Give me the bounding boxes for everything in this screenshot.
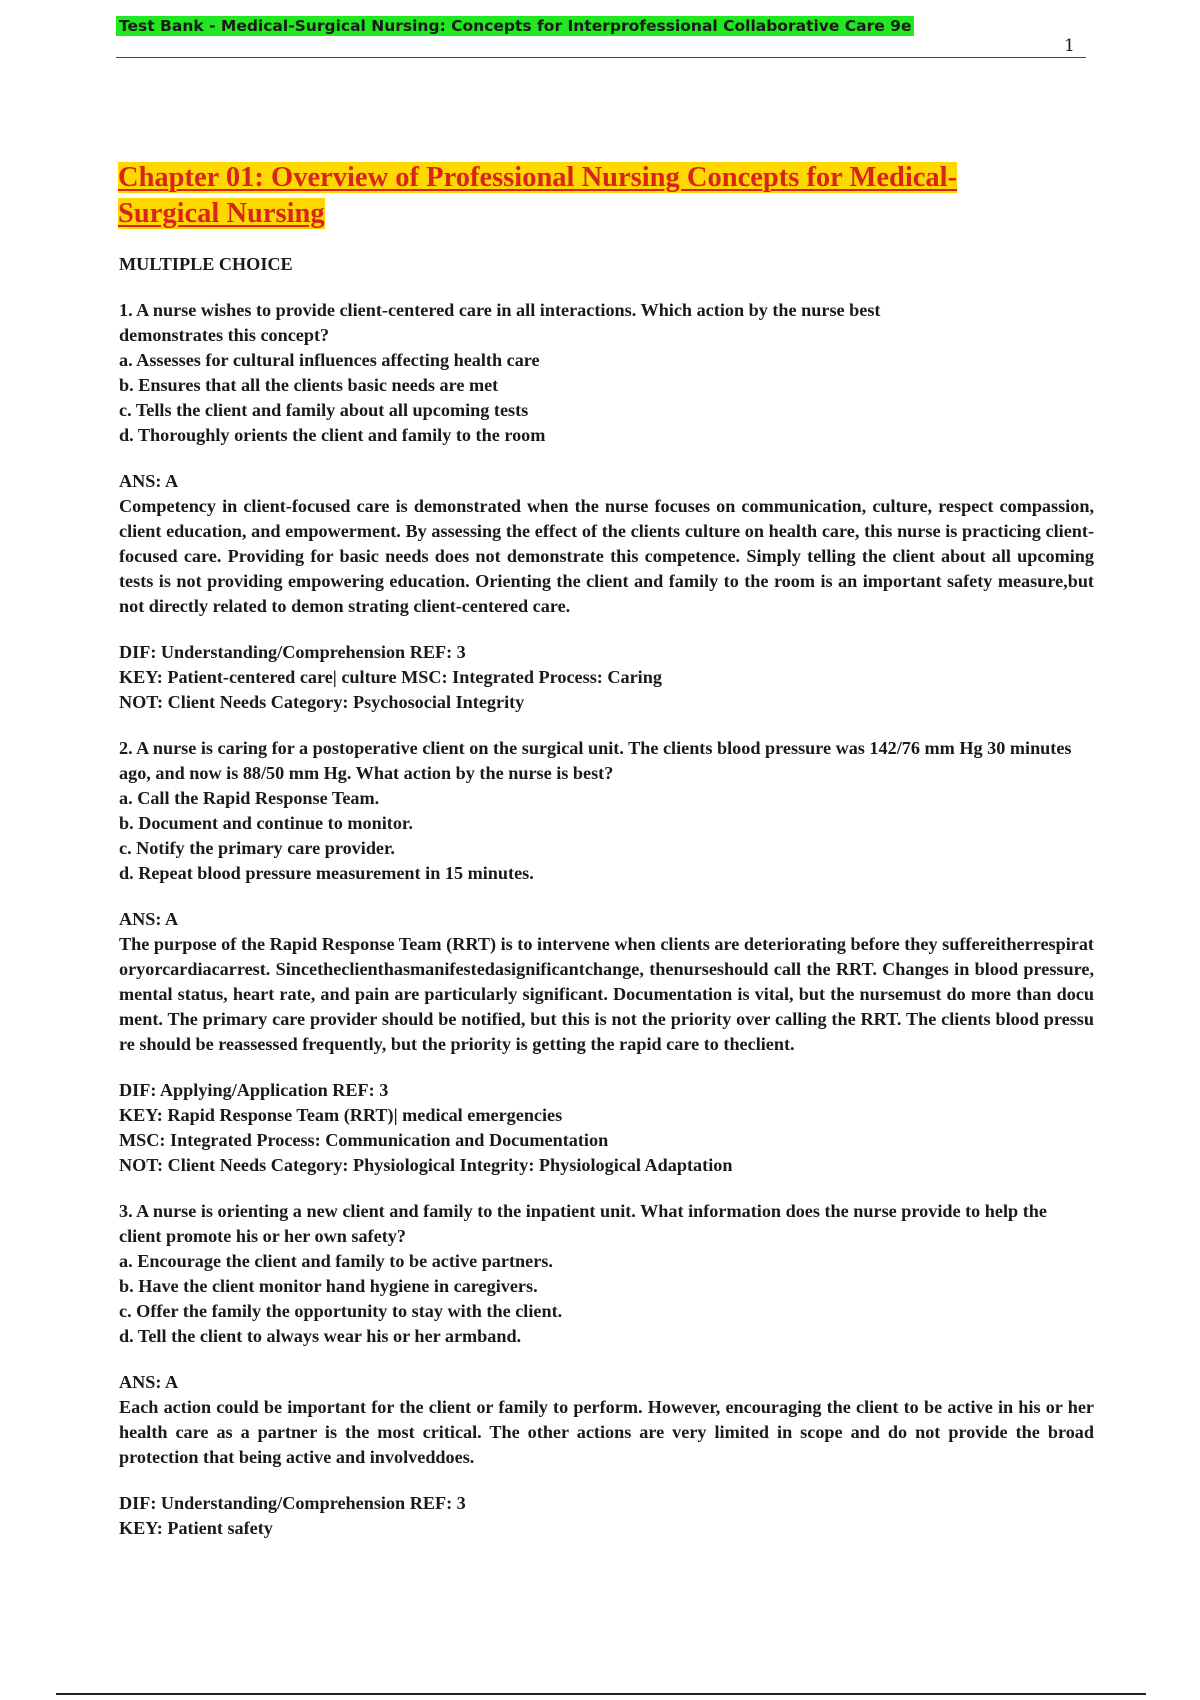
answer-option: d. Tell the client to always wear his or her armband. bbox=[119, 1326, 522, 1346]
section-label: MULTIPLE CHOICE bbox=[119, 254, 293, 274]
document-body bbox=[119, 252, 1094, 1562]
answer-option: c. Offer the family the opportunity to stay with the client. bbox=[119, 1301, 563, 1321]
question-stem: 1. A nurse wishes to provide client-centered care in all interactions. Which action by the nurse best demonstrates this concept? bbox=[119, 300, 881, 345]
answer-key: ANS: A bbox=[119, 909, 179, 929]
metadata-line: KEY: Patient-centered care| culture MSC: Integrated Process: Caring bbox=[119, 667, 662, 687]
rationale: The purpose of the Rapid Response Team (RRT) is to intervene when clients are deteriorating before they suffereitherrespiratoryorcardiacarrest. Sincetheclienthasmanifestedasignificantchange, thenurseshould call the RRT. Changes in blood pressure, mental status, heart rate, and pain are particularly significant. Documentation is vital, but the nursemust do more than document. The primary care provider should be notified, but this is not the priority over calling the RRT. The clients blood pressure should be reassessed frequently, but the priority is getting the rapid care to theclient. bbox=[119, 934, 1094, 1054]
header-divider bbox=[116, 57, 1086, 58]
footer-divider bbox=[56, 1693, 1146, 1695]
metadata-line: DIF: Understanding/Comprehension REF: 3 bbox=[119, 642, 466, 662]
answer-option: d. Thoroughly orients the client and family to the room bbox=[119, 425, 546, 445]
answer-option: b. Have the client monitor hand hygiene in caregivers. bbox=[119, 1276, 538, 1296]
metadata-line: NOT: Client Needs Category: Psychosocial Integrity bbox=[119, 692, 525, 712]
header-banner: Test Bank - Medical-Surgical Nursing: Concepts for Interprofessional Collaborative Care 9e bbox=[116, 16, 914, 36]
page-number: 1 bbox=[1064, 36, 1075, 56]
answer-option: c. Notify the primary care provider. bbox=[119, 838, 395, 858]
metadata-line: DIF: Understanding/Comprehension REF: 3 bbox=[119, 1493, 466, 1513]
question-stem: 3. A nurse is orienting a new client and family to the inpatient unit. What information does the nurse provide to help the client promote his or her own safety? bbox=[119, 1201, 1047, 1246]
rationale: Competency in client-focused care is demonstrated when the nurse focuses on communication, culture, respect compassion, client education, and empowerment. By assessing the effect of the clients culture on health care, this nurse is practicing client-focused care. Providing for basic needs does not demonstrate this competence. Simply telling the client about all upcoming tests is not providing empowering education. Orienting the client and family to the room is an important safety measure,but not directly related to demon strating client-centered care. bbox=[119, 496, 1094, 616]
answer-option: a. Call the Rapid Response Team. bbox=[119, 788, 380, 808]
question-1 bbox=[119, 298, 1094, 715]
chapter-title-text: Chapter 01: Overview of Professional Nursing Concepts for Medical-Surgical Nursing bbox=[118, 162, 958, 229]
metadata-line: DIF: Applying/Application REF: 3 bbox=[119, 1080, 389, 1100]
rationale: Each action could be important for the client or family to perform. However, encouraging the client to be active in his or her health care as a partner is the most critical. The other actions are very limited in scope and do not provide the broad protection that being active and involveddoes. bbox=[119, 1397, 1094, 1467]
answer-key: ANS: A bbox=[119, 471, 179, 491]
answer-option: c. Tells the client and family about all upcoming tests bbox=[119, 400, 529, 420]
answer-option: a. Assesses for cultural influences affecting health care bbox=[119, 350, 540, 370]
metadata-line: MSC: Integrated Process: Communication and Documentation bbox=[119, 1130, 609, 1150]
answer-option: b. Document and continue to monitor. bbox=[119, 813, 413, 833]
answer-option: d. Repeat blood pressure measurement in 15 minutes. bbox=[119, 863, 534, 883]
answer-option: a. Encourage the client and family to be active partners. bbox=[119, 1251, 553, 1271]
chapter-title bbox=[118, 160, 1018, 232]
answer-option: b. Ensures that all the clients basic needs are met bbox=[119, 375, 499, 395]
question-stem: 2. A nurse is caring for a postoperative client on the surgical unit. The clients blood pressure was 142/76 mm Hg 30 minutes ago, and now is 88/50 mm Hg. What action by the nurse is best? bbox=[119, 738, 1072, 783]
question-3 bbox=[119, 1199, 1094, 1541]
metadata-line: KEY: Patient safety bbox=[119, 1518, 273, 1538]
question-2 bbox=[119, 736, 1094, 1178]
answer-key: ANS: A bbox=[119, 1372, 179, 1392]
metadata-line: NOT: Client Needs Category: Physiological Integrity: Physiological Adaptation bbox=[119, 1155, 733, 1175]
metadata-line: KEY: Rapid Response Team (RRT)| medical emergencies bbox=[119, 1105, 563, 1125]
